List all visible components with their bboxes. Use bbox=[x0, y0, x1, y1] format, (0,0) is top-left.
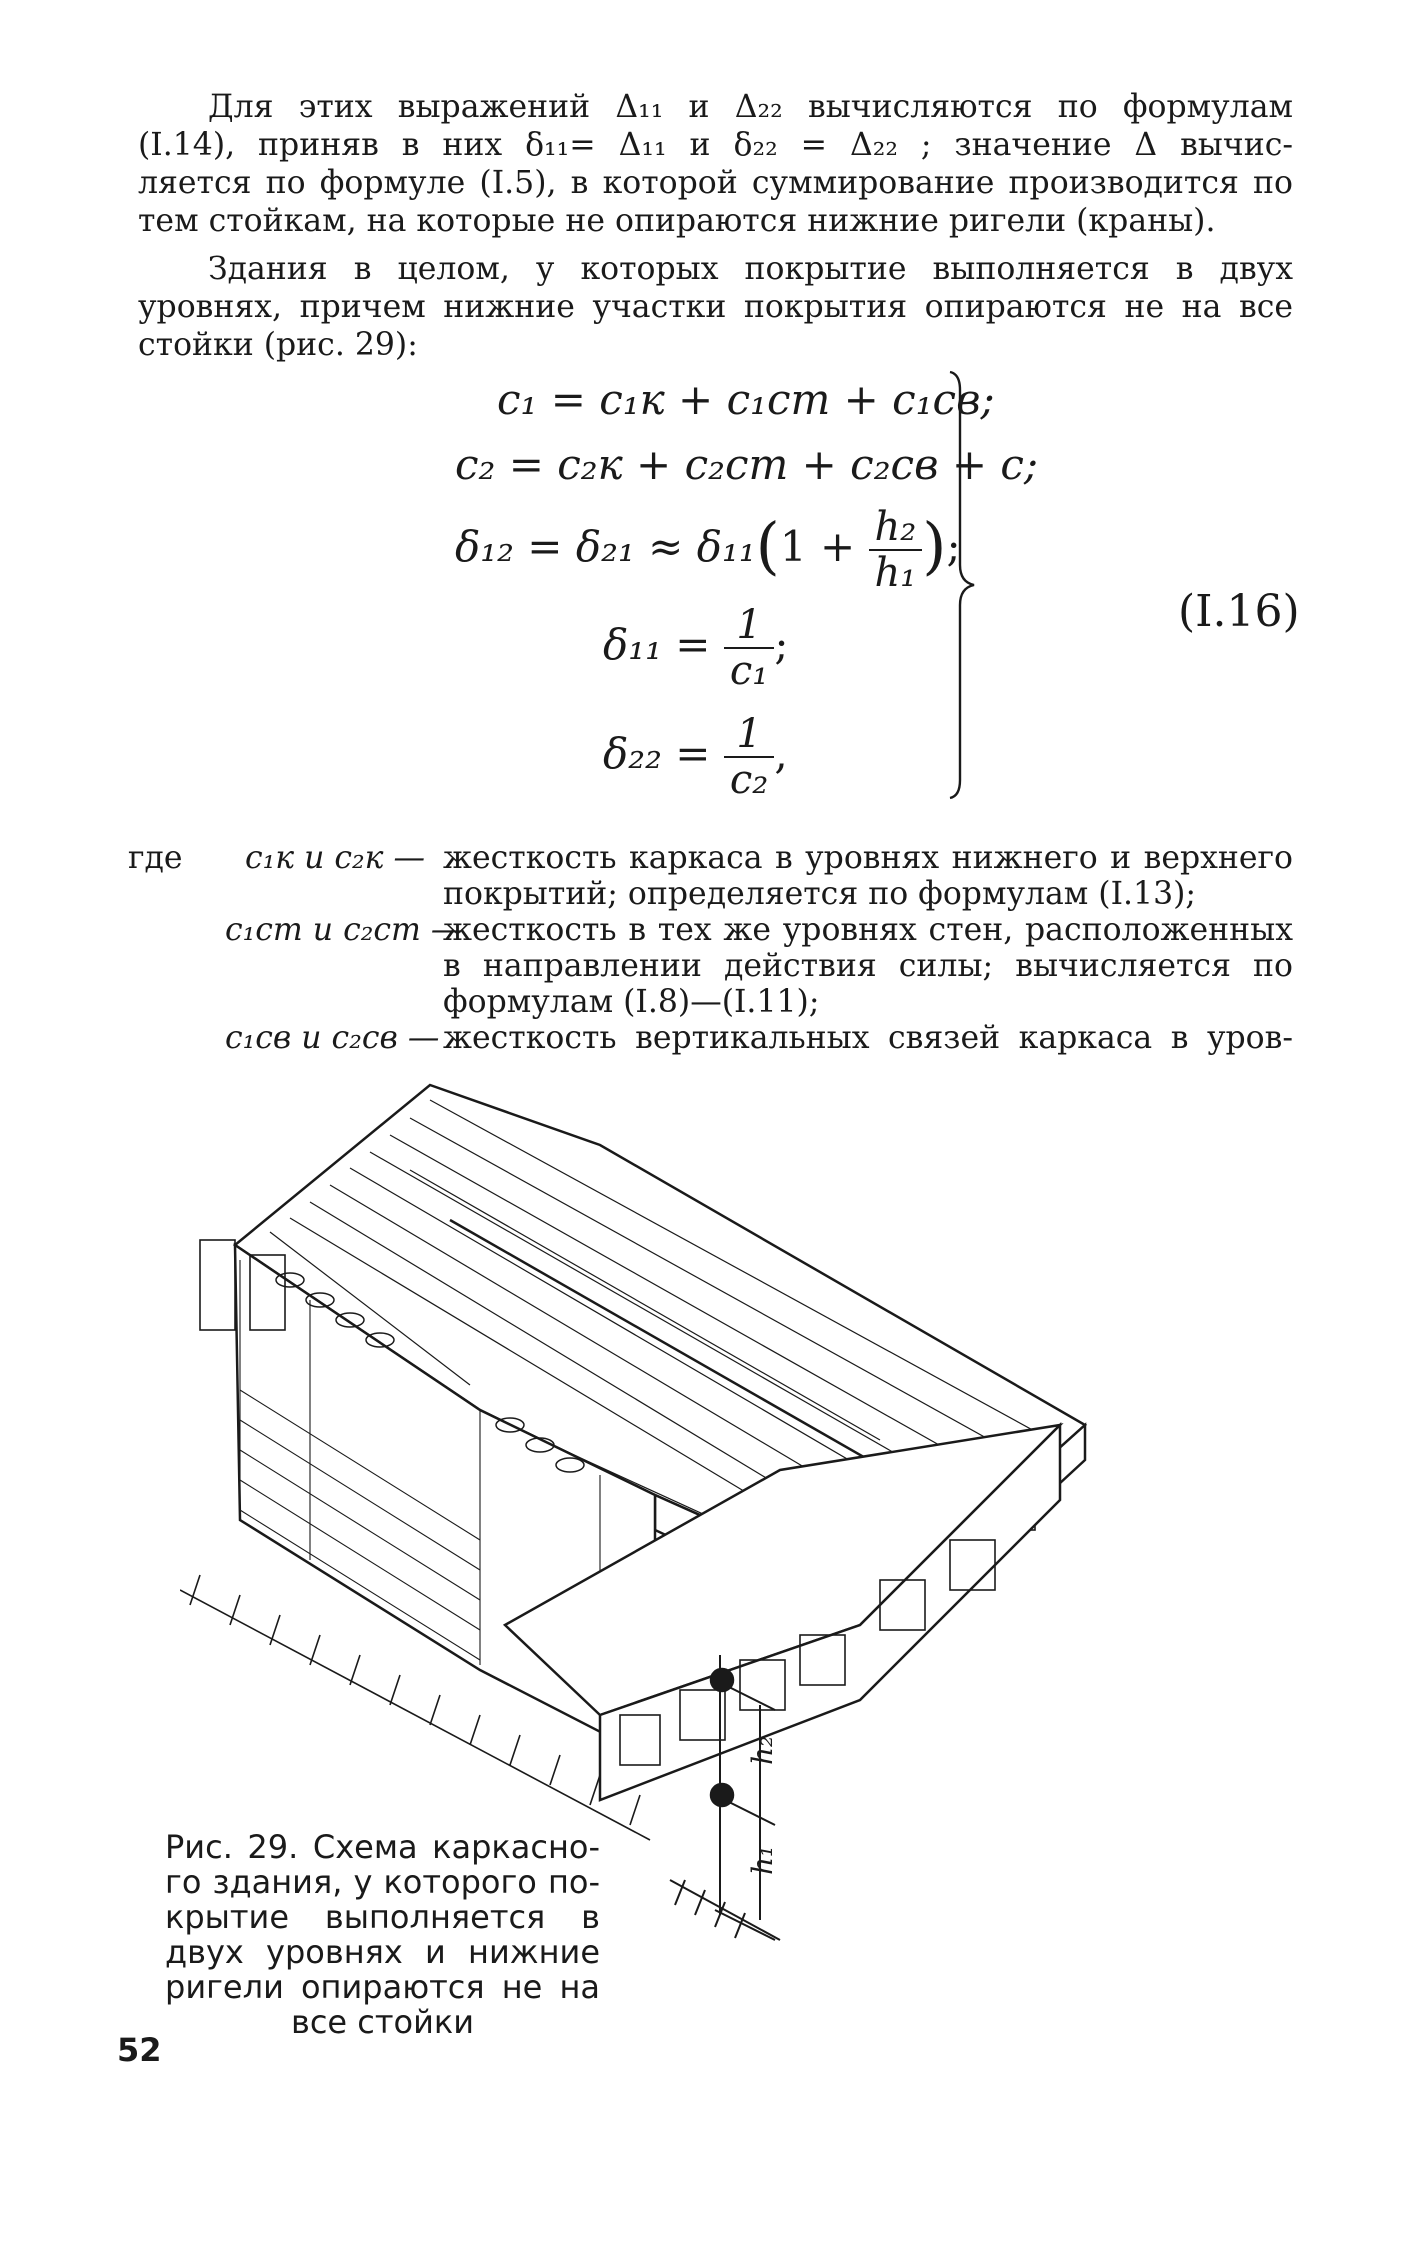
definition-term: c₁св и c₂св — bbox=[225, 1020, 440, 1056]
fraction-denominator: c₂ bbox=[729, 757, 769, 803]
formula-eq4: δ₁₁ = $\frac{1}{\text{c₁}}$ ; bbox=[603, 602, 789, 694]
formula-eq3: δ₁₂ = δ₂₁ ≈ δ₁₁(1 + $\frac{\text{h₂}}{\text{h₁}}$ ); bbox=[455, 504, 961, 596]
definition-term: c₁к и c₂к — bbox=[245, 840, 425, 876]
text-line: ляется по формуле (I.5), в которой суммирование производится по bbox=[138, 165, 1293, 201]
caption-line: крытие выполняется в bbox=[165, 1898, 600, 1936]
where-label: где bbox=[128, 840, 183, 876]
formula-eq3-lhs: δ₁₂ = δ₂₁ ≈ δ₁₁ bbox=[455, 522, 756, 571]
definition-term: c₁ст и c₂ст — bbox=[225, 912, 463, 948]
formula-eq4-lhs: δ₁₁ = bbox=[603, 620, 711, 669]
fraction-numerator: h₂ bbox=[869, 505, 923, 551]
formula-eq1: c₁ = c₁к + c₁ст + c₁св; bbox=[497, 375, 995, 424]
formula-eq5: δ₂₂ = $\frac{1}{\text{c₂}}$ , bbox=[603, 711, 788, 803]
equation-number: (I.16) bbox=[1178, 586, 1300, 637]
text-line: в направлении действия силы; вычисляется по bbox=[443, 948, 1293, 984]
text-line: жесткость в тех же уровнях стен, расположенных bbox=[443, 912, 1293, 948]
formula-eq5-lhs: δ₂₂ = bbox=[603, 729, 711, 778]
fraction-denominator: h₁ bbox=[874, 550, 917, 596]
fraction-numerator: 1 bbox=[724, 712, 774, 758]
text-line: Для этих выражений Δ₁₁ и Δ₂₂ вычисляются по формулам bbox=[208, 89, 1293, 125]
dimension-h2-label: h₂ bbox=[746, 1735, 779, 1765]
text-line: жесткость вертикальных связей каркаса в уров- bbox=[443, 1020, 1293, 1056]
text-line: покрытий; определяется по формулам (I.13); bbox=[443, 876, 1197, 912]
caption-line: ригели опираются не на bbox=[165, 1968, 600, 2006]
formula-eq2: c₂ = c₂к + c₂ст + c₂св + c; bbox=[455, 440, 1039, 489]
fraction-numerator: 1 bbox=[724, 603, 774, 649]
mass-node bbox=[711, 1784, 733, 1806]
text-line: стойки (рис. 29): bbox=[138, 327, 418, 363]
caption-line: го здания, у которого по- bbox=[165, 1863, 600, 1901]
text-line: уровнях, причем нижние участки покрытия опираются не на все bbox=[138, 289, 1293, 325]
definition-text bbox=[443, 840, 1293, 912]
definition-text bbox=[443, 912, 1293, 1020]
text-line: жесткость каркаса в уровнях нижнего и верхнего bbox=[443, 840, 1293, 876]
caption-line: Рис. 29. Схема каркасно- bbox=[165, 1828, 600, 1866]
page-number: 52 bbox=[117, 2031, 162, 2069]
text-line: (I.14), приняв в них δ₁₁= Δ₁₁ и δ₂₂ = Δ₂₂ ; значение Δ вычис- bbox=[138, 127, 1293, 163]
caption-line: все стойки bbox=[290, 2003, 475, 2041]
definition-text bbox=[443, 1020, 1293, 1056]
text-line: тем стойкам, на которые не опираются нижние ригели (краны). bbox=[138, 203, 1216, 239]
dimension-h1-label: h₁ bbox=[746, 1845, 779, 1875]
definitions-list bbox=[0, 0, 1418, 1060]
text-line: Здания в целом, у которых покрытие выполняется в двух bbox=[208, 251, 1293, 287]
caption-line: двух уровнях и нижние bbox=[165, 1933, 600, 1971]
figure-caption bbox=[165, 1830, 600, 2040]
text-line: формулам (I.8)—(I.11); bbox=[443, 984, 820, 1020]
fraction-denominator: c₁ bbox=[729, 648, 769, 694]
mass-node bbox=[711, 1669, 733, 1691]
